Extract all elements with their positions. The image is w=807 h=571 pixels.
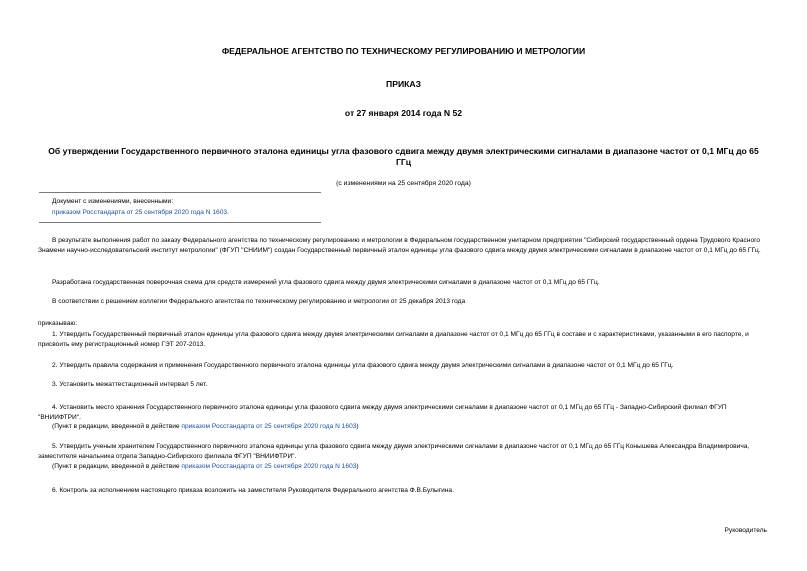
paragraph-intro-text: В результате выполнения работ по заказу Федерального агентства по техническому регулированию и метрологии в Федеральном государственном унитарном предприятии "Сибирский государственный ордена Трудового Красного Знамени научно-исследовательский институт метрологии" (ФГУП "СНИИМ") создан Государственный первичный эталон единицы угла фазового сдвига между двумя электрическими сигналами в диапазоне частот от 0,1 МГц до 65 ГГц. (38, 237, 761, 254)
amendment-note: (с изменениями на 25 сентября 2020 года) (336, 180, 471, 187)
order-item-5 (38, 442, 771, 461)
paragraph-decision (38, 297, 771, 307)
paragraph-scheme-text: Разработана государственная поверочная схема для средств измерений угла фазового сдвига между двумя электрическими сигналами в диапазоне частот от 0,1 МГц до 65 ГГц. (52, 279, 600, 286)
amendment-box-intro: Документ с изменениями, внесенными: (52, 198, 174, 205)
edit-note-prefix: (Пункт в редакции, введенной в действие (52, 423, 182, 430)
amendment-box-bottom-divider (39, 222, 321, 223)
order-item-6-text: 6. Контроль за исполнением настоящего приказа возложить на заместителя Руководителя Федерального агентства Ф.В.Булыгина. (52, 487, 454, 494)
order-item-2 (38, 361, 771, 371)
amendment-order-link[interactable]: приказом Росстандарта от 25 сентября 2020 года N 1603. (52, 209, 229, 216)
signature-title: Руководитель (724, 527, 767, 534)
order-item-5-text: 5. Утвердить ученым хранителем Государственного первичного эталона единицы угла фазового сдвига между двумя электрическими сигналами в диапазоне частот от 0,1 МГц до 65 ГГц Конышева Александра Владимировича, заместителя начальника отдела Западно-Сибирского филиала ФГУП "ВНИИФТРИ". (38, 443, 750, 460)
order-item-5-edit-link[interactable]: приказом Росстандарта от 25 сентября 2020 года N 1603 (181, 463, 357, 470)
order-item-6 (38, 486, 771, 496)
order-item-4-edit-note (52, 423, 359, 430)
edit-note-prefix: (Пункт в редакции, введенной в действие (52, 463, 182, 470)
agency-heading: ФЕДЕРАЛЬНОЕ АГЕНТСТВО ПО ТЕХНИЧЕСКОМУ РЕГУЛИРОВАНИЮ И МЕТРОЛОГИИ (221, 46, 586, 56)
order-item-2-text: 2. Утвердить правила содержания и применения Государственного первичного эталона единицы угла фазового сдвига между двумя электрическими сигналами в диапазоне частот от 0,1 МГц до 65 ГГц. (52, 362, 674, 369)
order-item-4 (38, 403, 771, 422)
paragraph-intro (38, 236, 771, 255)
order-item-1-text: 1. Утвердить Государственный первичный эталон единицы угла фазового сдвига между двумя электрическими сигналами в диапазоне частот от 0,1 МГц до 65 ГГц в составе и с характеристиками, указанными в его паспорте, и присвоить ему регистрационный номер ГЭТ 207-2013. (38, 331, 749, 348)
doc-type-heading: ПРИКАЗ (386, 79, 421, 89)
order-item-3-text: 3. Установить межаттестационный интервал 5 лет. (52, 381, 208, 388)
order-item-4-edit-link[interactable]: приказом Росстандарта от 25 сентября 2020 года N 1603 (181, 423, 357, 430)
date-heading: от 27 января 2014 года N 52 (344, 108, 463, 118)
edit-note-suffix: ) (356, 463, 359, 470)
edit-note-suffix: ) (356, 423, 359, 430)
amendment-box-top-divider (39, 192, 321, 193)
order-item-5-edit-note (52, 463, 359, 470)
order-item-4-text: 4. Установить место хранения Государственного первичного эталона единицы угла фазового сдвига между двумя электрическими сигналами в диапазоне частот от 0,1 МГц до 65 ГГц - Западно-Сибирский филиал ФГУП "ВНИИФТРИ". (38, 404, 727, 421)
paragraph-decision-text: В соответствии с решением коллегии Федерального агентства по техническому регулированию и метрологии от 25 декабря 2013 года (52, 298, 466, 305)
document-title: Об утверждении Государственного первичного эталона единицы угла фазового сдвига между двумя электрическими сигналами в диапазоне частот от 0,1 МГц до 65 ГГц (48, 146, 759, 167)
order-item-3 (38, 380, 771, 390)
order-item-1 (38, 330, 771, 349)
paragraph-scheme (38, 278, 771, 288)
orders-label: приказываю: (38, 320, 78, 327)
